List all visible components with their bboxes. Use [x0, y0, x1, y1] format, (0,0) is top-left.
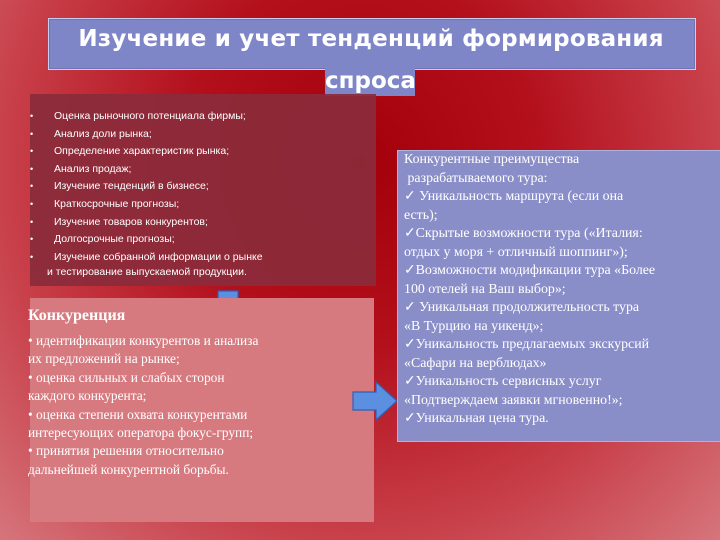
- bullet-icon: •: [30, 163, 34, 174]
- list-item: • идентификации конкурентов и анализа: [28, 333, 259, 348]
- list-item: • Краткосрочные прогнозы;: [30, 196, 376, 214]
- list-item: • оценка сильных и слабых сторон: [28, 369, 225, 385]
- list-item: «В Турцию на уикенд»;: [404, 318, 544, 334]
- page-title: Изучение и учет тенденций формирования: [78, 26, 664, 52]
- bullet-icon: •: [30, 181, 34, 192]
- bullet-icon: •: [30, 251, 34, 262]
- bullet-icon: •: [30, 128, 34, 139]
- list-item: 100 отелей на Ваш выбор»;: [404, 281, 566, 297]
- list-item: • Изучение собранной информации о рынке: [30, 249, 376, 267]
- bullet-icon: •: [30, 111, 34, 121]
- list-item: каждого конкурента;: [28, 388, 147, 404]
- list-item: • Долгосрочные прогнозы;: [30, 231, 376, 249]
- marketing-list: [30, 108, 376, 266]
- list-item: • Оценка рыночного потенциала фирмы;: [30, 108, 376, 126]
- bullet-icon: •: [30, 234, 34, 245]
- list-item: • оценка степени охвата конкурентами: [28, 406, 248, 422]
- list-item: • Анализ продаж;: [30, 161, 376, 179]
- list-item: ✓Уникальность сервисных услуг: [404, 374, 602, 389]
- list-item: есть);: [404, 207, 438, 223]
- list-item: дальнейшей конкурентной борьбы.: [28, 461, 229, 477]
- list-item: интересующих оператора фокус-групп;: [28, 425, 254, 441]
- list-item: • Изучение тенденций в бизнесе;: [30, 178, 376, 196]
- list-item: ✓ Уникальная продолжительность тура: [404, 300, 640, 315]
- list-item: • Изучение товаров конкурентов;: [30, 214, 376, 232]
- advantages-list: [404, 151, 716, 429]
- list-item: ✓Возможности модификации тура «Более: [404, 263, 656, 278]
- list-continuation: и тестирование выпускаемой продукции.: [47, 266, 247, 278]
- bullet-icon: •: [30, 216, 34, 227]
- bullet-icon: •: [30, 198, 34, 209]
- right-arrow-icon: [352, 381, 398, 421]
- list-item: их предложений на рынке;: [28, 351, 180, 367]
- competition-title: Конкуренция: [28, 307, 126, 324]
- list-item: «Сафари на верблюдах»: [404, 355, 547, 371]
- list-item: Конкурентные преимущества: [404, 152, 580, 167]
- bullet-icon: •: [30, 146, 34, 157]
- list-item: «Подтверждаем заявки мгновенно!»;: [404, 392, 623, 408]
- page-title-line2: спроса: [325, 68, 416, 94]
- competition-list: [28, 332, 374, 479]
- list-item: ✓Скрытые возможности тура («Италия:: [404, 226, 643, 241]
- list-item: ✓Уникальная цена тура.: [404, 411, 549, 426]
- list-item: • Анализ доли рынка;: [30, 126, 376, 144]
- list-item: разрабатываемого тура:: [404, 170, 548, 186]
- list-item: • принятия решения относительно: [28, 443, 224, 459]
- list-item: • Определение характеристик рынка;: [30, 143, 376, 161]
- list-item: ✓ Уникальность маршрута (если она: [404, 189, 624, 204]
- list-item: ✓Уникальность предлагаемых экскурсий: [404, 337, 650, 352]
- list-item: отдых у моря + отличный шоппинг»);: [404, 244, 628, 260]
